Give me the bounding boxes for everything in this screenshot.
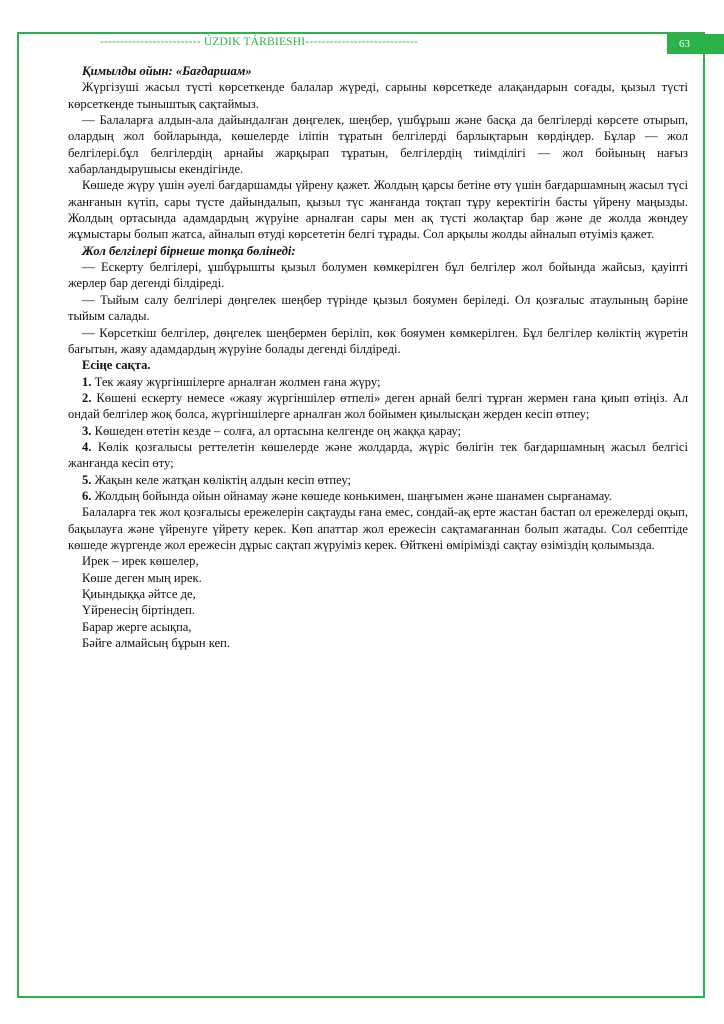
rule-number: 4. (82, 439, 92, 454)
rule-item (68, 390, 688, 423)
rule-item (68, 472, 688, 488)
rule-text: Көшені ескерту немесе «жаяу жүргіншілер өтпелі» деген арнай белгі тұрған жермен ғана қиып өтіңіз. Ал ондай белгілер жоқ болса, жүргіншілерге арналған жол бойымен қиылысқан жерден кесіп өтпеу; (68, 390, 688, 422)
poem-line: Қиындыққа әйтсе де, (82, 587, 196, 601)
rule-text: Көлік қозғалысы реттелетін көшелерде және жолдарда, жүріс бөлігін тек бағдаршамның жасыл белгісі жанғанда кесіп өту; (68, 439, 688, 471)
poem-line: Ирек – ирек көшелер, (82, 554, 199, 569)
game-heading: Қимылды ойын: «Бағдаршам» (82, 64, 252, 78)
paragraph-signs-shown: — Балаларға алдын-ала дайындалған дөңгелек, шеңбер, үшбұрыш және басқа да белгілерді көрсете отырып, олардың жол бойларында, көшелерде іліпін тұратын белгілерді барлықтарын көрдіңдер. Бұлар — жол белгілері.бұл белгілердің арнайы жарқырап тұратын, белгілердің тиімділігі — жол бойының нағыз хабарландырушысы екендігінде. (68, 113, 688, 177)
remember-heading: Есіңе сақта. (82, 358, 151, 373)
closing-paragraph: Балаларға тек жол қозғалысы ережелерін сақтауды ғана емес, сондай-ақ ерте жастан бастап ол ережелерді оқып, бақылауға және үйренуге үйрету керек. Көп апаттар жол ережесін сақтамағаннан болып жатады. Сол себептіде көшеде жүргенде жол ережесін дұрыс сақтап жүруіміз керек. Өйткені өмірімізді сақтау өзіміздің қолымызда. (68, 505, 688, 552)
page-body (68, 63, 688, 651)
poem (68, 553, 688, 651)
prohibition-signs: — Тыйым салу белгілері дөңгелек шеңбер түрінде қызыл бояумен беріледі. Ол қозғалыс атаулының бәріне тыйым салады. (68, 292, 688, 324)
rule-item (68, 439, 688, 472)
signs-heading: Жол белгілері бірнеше топқа бөлінеді: (82, 243, 296, 258)
direction-signs: — Көрсеткіш белгілер, дөңгелек шеңбермен беріліп, көк бояумен көмкерілген. Бұл белгілер көліктің жүретін бағытын, жаяу адамдардың жүруіне болады дегенді білдіреді. (68, 325, 688, 356)
rule-text: Жолдың бойында ойын ойнамау және көшеде конькимен, шаңғымен және шанамен сырғанамау. (91, 488, 612, 503)
poem-line: Барар жерге асықпа, (82, 619, 192, 634)
rule-number: 2. (82, 390, 92, 405)
rule-text: Жақын келе жатқан көліктің алдын кесіп өтпеу; (91, 472, 352, 487)
rule-number: 6. (82, 488, 92, 503)
poem-line: Көше деген мың ирек. (82, 570, 202, 585)
rule-number: 1. (82, 374, 92, 389)
rule-item (68, 488, 688, 504)
game-intro: Жүргізуші жасыл түсті көрсеткенде балалар жүреді, сарыны көрсеткеде алақандарын соғады, қызыл түсті көрсеткенде тыныштық сақтаймыз. (68, 80, 688, 111)
poem-line: Үйренесің біртіндеп. (82, 603, 196, 618)
poem-line: Бәйге алмайсың бұрын кеп. (82, 636, 231, 651)
rule-number: 3. (82, 423, 92, 438)
rule-item (68, 374, 688, 390)
rule-item (68, 423, 688, 439)
rule-number: 5. (82, 472, 92, 487)
running-header: ------------------------- ÚZDIK TÁRBIESHI---------------------------- (100, 36, 419, 48)
rule-text: Тек жаяу жүргіншілерге арналған жолмен ғана жүру; (91, 374, 381, 389)
paragraph-traffic-light: Көшеде жүру үшін әуелі бағдаршамды үйрену қажет. Жолдың қарсы бетіне өту үшін бағдаршамның жасыл түсі жанғанын күтіп, сары түсте дайындалып, қызыл түс жанғанда тоқтап тұру керектігін басты үйрену маңызды. Жолдың ортасында адамдардың жүруіне арналған сары мен ақ түсті жолақтар бар және де жолда жөндеу жұмыстары болып жатса, айналып өтуді көрсететін белгі тұрады. Сол арқылы жолды айналып өтуіміз қажет. (68, 178, 688, 242)
rule-text: Көшеден өтетін кезде – солға, ал ортасына келгенде оң жаққа қарау; (91, 423, 462, 438)
warning-signs: — Ескерту белгілері, ұшбұрышты қызыл болумен көмкерілген бұл белгілер жол бойында жайсыз, қауіпті жерлер бар дегенді білдіреді. (68, 260, 688, 291)
page-number: 63 (667, 34, 724, 54)
